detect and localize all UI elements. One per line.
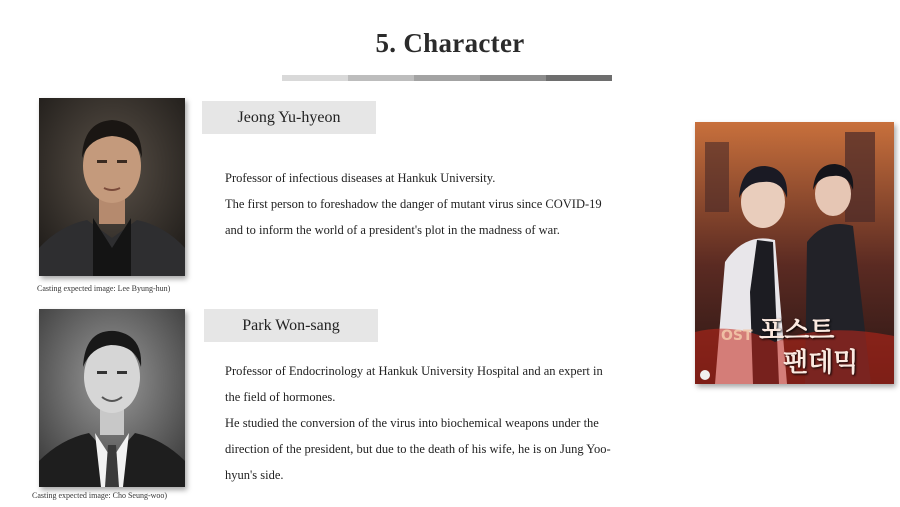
cover-title-small: OST <box>721 328 753 344</box>
description-line: The first person to foreshadow the danger of mutant virus since COVID-19 <box>225 197 602 211</box>
description-line: He studied the conversion of the virus into biochemical weapons under the <box>225 416 599 430</box>
portrait-photo-1 <box>39 98 185 276</box>
title-underline-segment-2 <box>348 75 414 81</box>
title-underline-segment-1 <box>282 75 348 81</box>
character-name-1: Jeong Yu-hyeon <box>202 101 376 134</box>
portrait-photo-2 <box>39 309 185 487</box>
title-underline <box>282 75 612 81</box>
casting-caption-1: Casting expected image: Lee Byung-hun) <box>37 284 171 293</box>
casting-caption-2: Casting expected image: Cho Seung-woo) <box>32 491 168 500</box>
description-line: and to inform the world of a president's plot in the madness of war. <box>225 223 560 237</box>
description-line: Professor of infectious diseases at Hankuk University. <box>225 171 496 185</box>
title-underline-segment-5 <box>546 75 612 81</box>
description-line: Professor of Endocrinology at Hankuk University Hospital and an expert in <box>225 364 603 378</box>
character-description-2 <box>225 358 611 488</box>
description-line: the field of hormones. <box>225 390 336 404</box>
description-line: direction of the president, but due to the death of his wife, he is on Jung Yoo- <box>225 442 611 456</box>
character-description-1 <box>225 165 602 243</box>
character-name-2: Park Won-sang <box>204 309 378 342</box>
webtoon-cover-image <box>695 122 894 384</box>
description-line: hyun's side. <box>225 468 284 482</box>
cover-title-line-1: 포스트 <box>759 316 835 346</box>
title-underline-segment-4 <box>480 75 546 81</box>
cover-title-line-2: 팬데믹 <box>783 348 859 378</box>
title-underline-segment-3 <box>414 75 480 81</box>
page-title: 5. Character <box>375 28 525 58</box>
